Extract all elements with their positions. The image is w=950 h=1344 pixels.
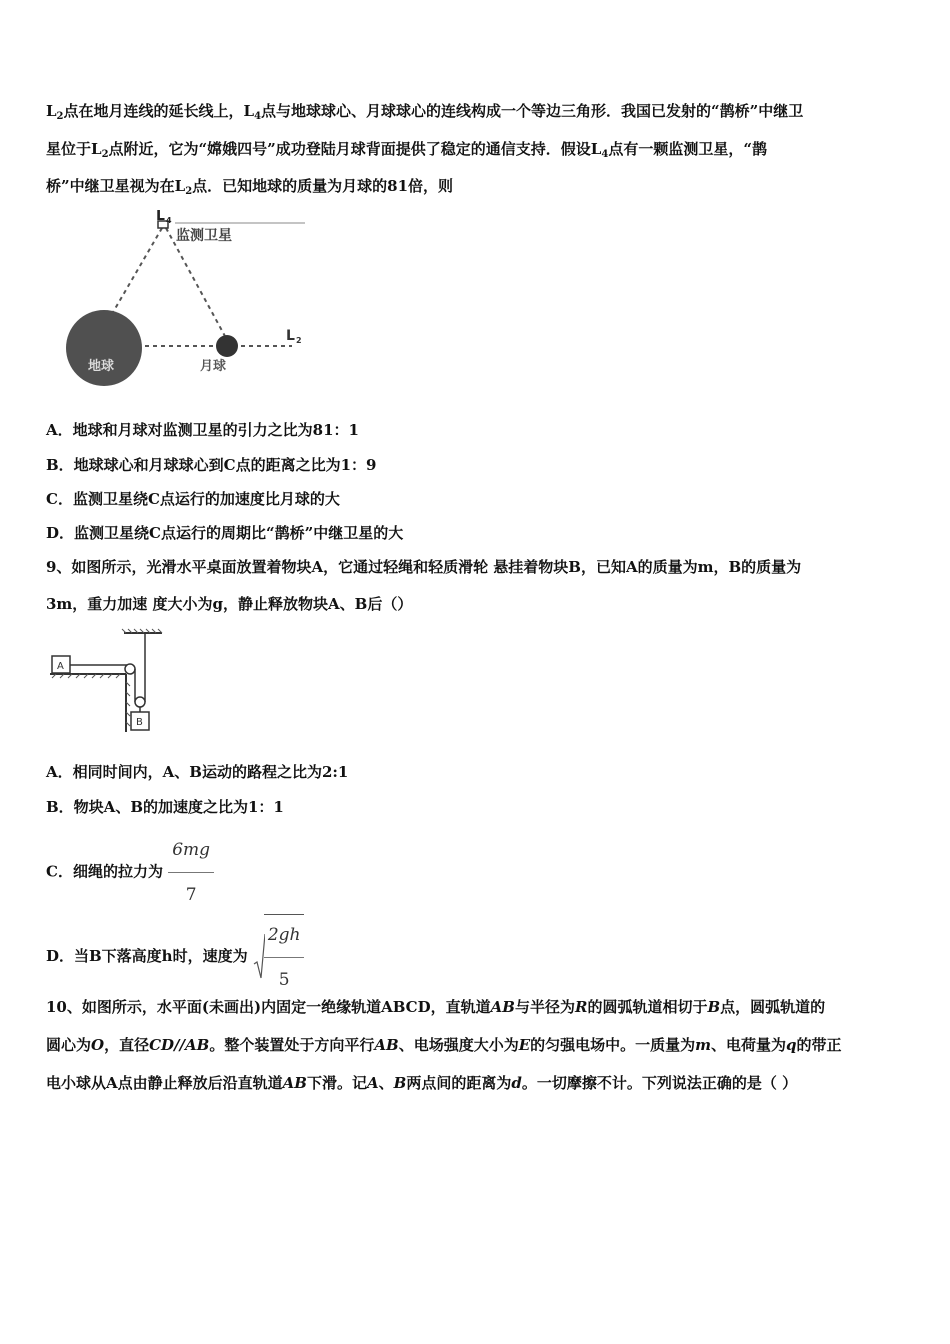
movable-pulley	[135, 697, 145, 707]
intro-line-1: $L_2$点在地月连线的延长线上，$L_4$点与地球球心、月球球心的连线构成一个等边三角形．我国已发射的“鹊桥”中继卫	[46, 102, 804, 122]
l2-label: L	[286, 328, 295, 344]
sqrt-radicand	[264, 914, 305, 1000]
q8-option-d: D．监测卫星绕C点运行的周期比“鹊桥”中继卫星的大	[46, 524, 404, 542]
intro-line-3: 桥”中继卫星视为在$L_2$点．已知地球的质量为月球的81倍，则	[46, 177, 454, 197]
q9-stem-line-2: 3m，重力加速 度大小为g，静止释放物块A、B后（）	[46, 595, 413, 613]
fixed-pulley	[125, 664, 135, 674]
q9-option-d: D．当B下落高度h时，速度为 $\frac{2gh}{5}$	[46, 914, 910, 1000]
moon-circle	[216, 335, 238, 357]
l2-subscript: 2	[296, 336, 302, 345]
satellite-label: 监测卫星	[176, 228, 232, 244]
q8-option-c: C．监测卫星绕C点运行的加速度比月球的大	[46, 490, 340, 508]
q9-option-b: B．物块A、B的加速度之比为1：1	[46, 798, 284, 816]
earth-circle	[66, 310, 142, 386]
moon-l4-dashed-line	[166, 228, 226, 338]
velocity-fraction: $\frac{2gh}{5}$	[264, 915, 305, 1000]
l4-subscript: 4	[166, 216, 172, 225]
q8-option-a: A．地球和月球对监测卫星的引力之比为81：1	[46, 421, 359, 439]
moon-label: 月球	[200, 359, 227, 374]
earth-label: 地球	[88, 359, 115, 374]
table-hatch	[52, 674, 130, 726]
q10-stem-line-1: 10、如图所示，水平面(未画出)内固定一绝缘轨道ABCD，直轨道AB与半径为R的圆弧轨道相切于B点，圆弧轨道的	[46, 998, 826, 1016]
intro-line-2: 星位于$L_2$点附近，它为“嫦娥四号”成功登陆月球背面提供了稳定的通信支持．假设$L_4$点有一颗监测卫星，“鹊	[46, 140, 767, 160]
q10-stem-line-3: 电小球从A点由静止释放后沿直轨道AB下滑。记A、B两点间的距离为d。一切摩擦不计。下列说法正确的是（ ）	[46, 1074, 798, 1092]
block-a-label: A	[57, 661, 64, 672]
q9-option-a: A．相同时间内，A、B运动的路程之比为2:1	[46, 763, 349, 781]
earth-moon-diagram	[60, 210, 320, 395]
tension-fraction: $\frac{6mg}{7}$	[168, 830, 214, 915]
q9-stem-line-1: 9、如图所示，光滑水平桌面放置着物块A，它通过轻绳和轻质滑轮 悬挂着物块B，已知A的质量为m，B的质量为	[46, 558, 802, 576]
q8-option-b: B．地球球心和月球球心到C点的距离之比为1：9	[46, 456, 377, 474]
q10-stem-line-2: 圆心为O，直径CD//AB。整个装置处于方向平行AB、电场强度大小为E的匀强电场中。一质量为m、电荷量为q的带正	[46, 1036, 842, 1054]
block-b-label: B	[136, 717, 143, 728]
l4-label: L	[156, 210, 165, 224]
pulley-diagram	[46, 628, 166, 738]
q9-option-c: C．细绳的拉力为 $\frac{6mg}{7}$	[46, 830, 910, 915]
